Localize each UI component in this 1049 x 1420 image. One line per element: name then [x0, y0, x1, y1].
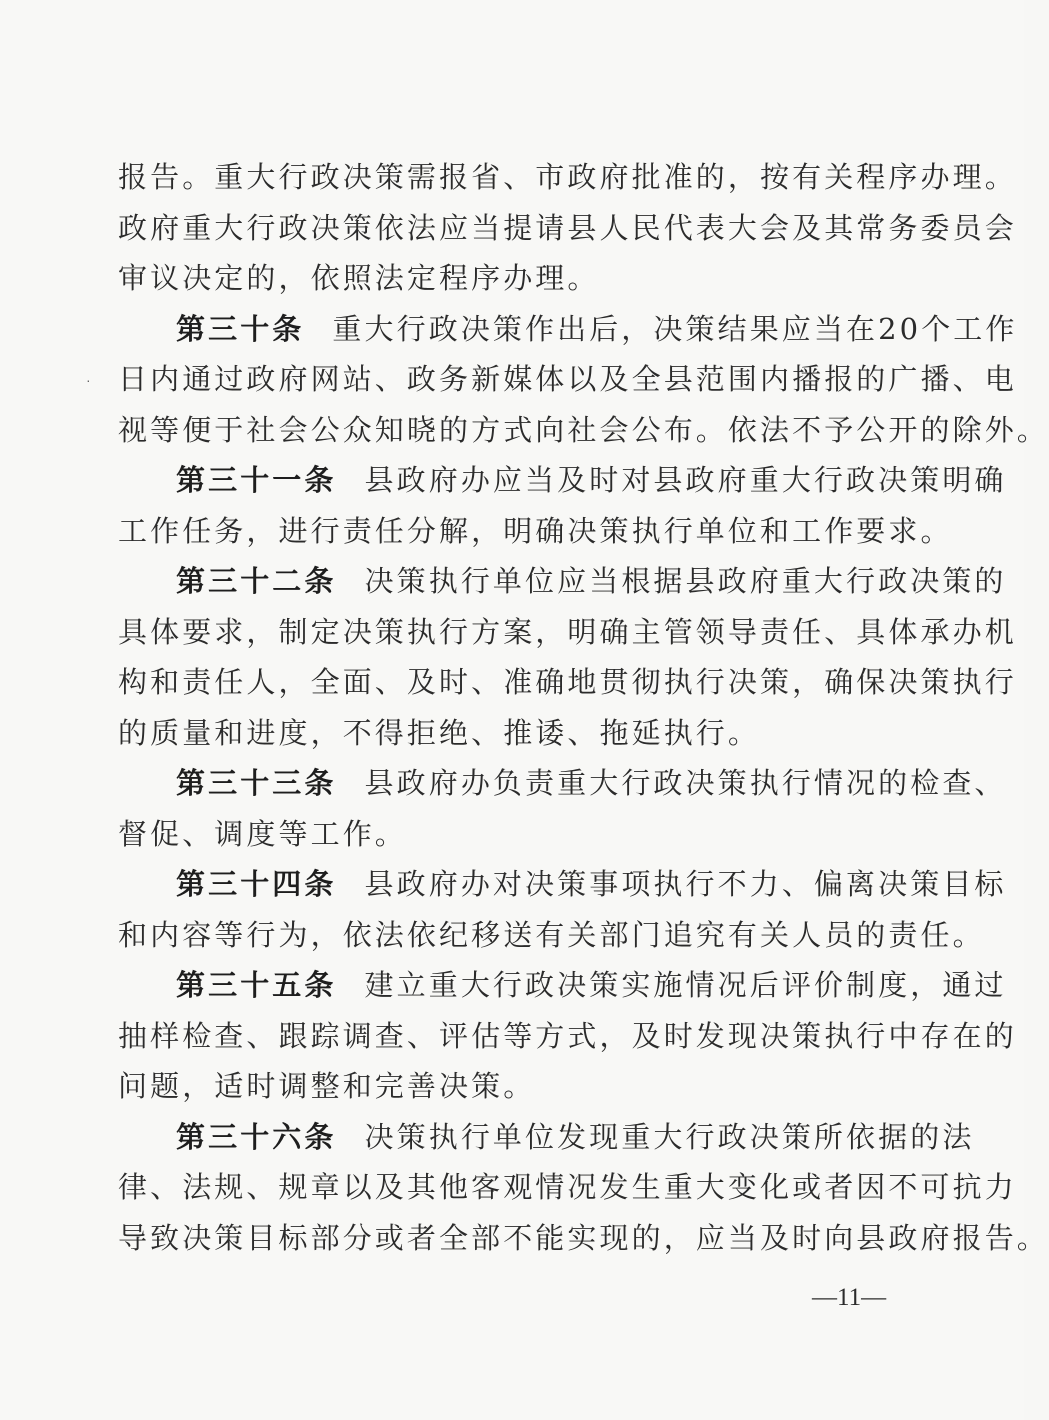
paragraph-line: 的质量和进度，不得拒绝、推诿、拖延执行。	[118, 715, 761, 750]
article-heading: 第三十六条	[176, 1119, 337, 1154]
article-heading: 第三十三条	[176, 766, 337, 800]
paragraph-line: 政府重大行政决策依法应当提请县人民代表大会及其常务委员会	[118, 210, 1017, 245]
article-heading: 第三十四条	[176, 867, 337, 901]
article-36-first-line	[118, 1112, 975, 1163]
paragraph-line: 报告。重大行政决策需报省、市政府批准的，按有关程序办理。	[118, 160, 1017, 194]
article-33-first-line	[118, 758, 1007, 809]
paragraph-line: 审议决定的，依照法定程序办理。	[118, 261, 600, 295]
article-text: 决策执行单位应当根据县政府重大行政决策的	[364, 564, 1007, 598]
article-text: 决策执行单位发现重大行政决策所依据的法	[364, 1119, 975, 1154]
paragraph-line: 工作任务，进行责任分解，明确决策执行单位和工作要求。	[118, 513, 953, 548]
article-text: 县政府办对决策事项执行不力、偏离决策目标	[364, 867, 1007, 901]
article-32-first-line	[118, 556, 1007, 607]
page-number: —11—	[812, 1284, 887, 1311]
article-heading: 第三十条	[176, 311, 305, 346]
article-34-first-line	[118, 859, 1007, 910]
article-35-first-line	[118, 960, 1007, 1011]
paragraph-line: 问题，适时调整和完善决策。	[118, 1069, 536, 1103]
article-text: 重大行政决策作出后，决策结果应当在20个工作	[332, 311, 1018, 346]
paragraph-line: 督促、调度等工作。	[118, 816, 407, 851]
article-text: 县政府办应当及时对县政府重大行政决策明确	[364, 463, 1007, 497]
article-31-first-line	[118, 455, 1007, 506]
paragraph-line: 视等便于社会公众知晓的方式向社会公布。依法不予公开的除外。	[118, 412, 1049, 447]
paragraph-line: 构和责任人，全面、及时、准确地贯彻执行决策，确保决策执行	[118, 665, 1017, 699]
article-text: 建立重大行政决策实施情况后评价制度，通过	[364, 968, 1007, 1002]
article-heading: 第三十五条	[176, 968, 337, 1002]
document-body	[118, 152, 1049, 1263]
paragraph-line: 日内通过政府网站、政务新媒体以及全县范围内播报的广播、电	[118, 362, 1017, 396]
paragraph-line: 和内容等行为，依法依纪移送有关部门追究有关人员的责任。	[118, 917, 985, 952]
article-30-first-line	[118, 304, 1018, 355]
paragraph-line: 抽样检查、跟踪调查、评估等方式，及时发现决策执行中存在的	[118, 1018, 1017, 1053]
paragraph-line: 具体要求，制定决策执行方案，明确主管领导责任、具体承办机	[118, 614, 1017, 649]
paragraph-line: 律、法规、规章以及其他客观情况发生重大变化或者因不可抗力	[118, 1170, 1017, 1204]
article-text: 县政府办负责重大行政决策执行情况的检查、	[364, 766, 1007, 800]
article-heading: 第三十二条	[176, 564, 337, 598]
scan-speck: ·	[86, 372, 91, 388]
article-heading: 第三十一条	[176, 463, 337, 497]
paragraph-line: 导致决策目标部分或者全部不能实现的，应当及时向县政府报告。	[118, 1220, 1049, 1255]
